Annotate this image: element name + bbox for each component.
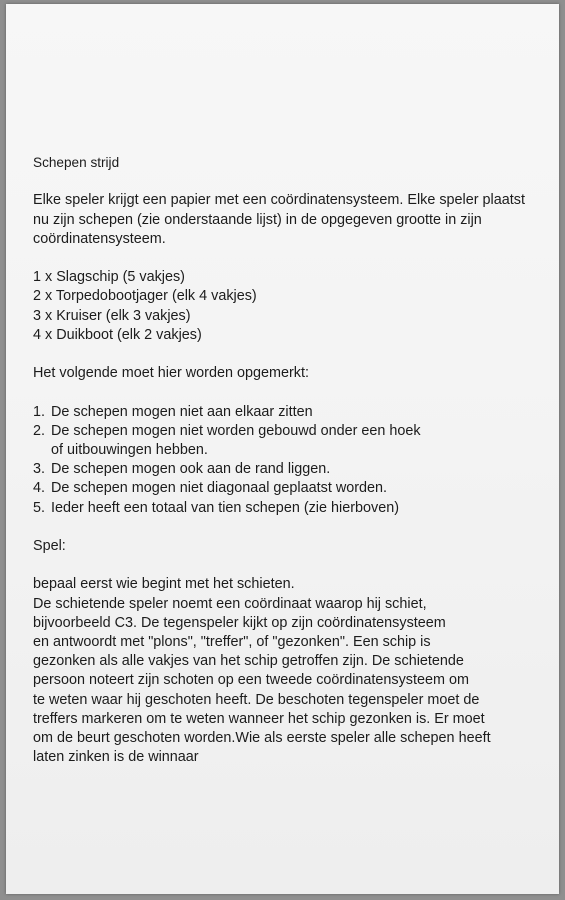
rule-item <box>33 422 548 460</box>
ship-item: 1 x Slagschip (5 vakjes) <box>33 269 185 286</box>
ship-item: 2 x Torpedobootjager (elk 4 vakjes) <box>33 288 257 305</box>
rule-item <box>33 479 548 498</box>
ship-list <box>33 268 548 345</box>
game-line: bepaal eerst wie begint met het schieten. <box>33 576 295 593</box>
rule-text: De schepen mogen niet aan elkaar zitten <box>51 403 313 420</box>
rule-item <box>33 460 548 479</box>
game-line: om de beurt geschoten worden.Wie als eerste speler alle schepen heeft <box>33 730 491 746</box>
rule-number: 3. <box>33 461 46 478</box>
rule-text: De schepen mogen niet worden gebouwd onder een hoek <box>51 422 421 439</box>
intro-line: nu zijn schepen (zie onderstaande lijst) in de opgegeven grootte in zijn <box>33 211 482 228</box>
rules-list <box>33 403 548 518</box>
rule-number: 2. <box>33 422 46 439</box>
rule-number: 4. <box>33 480 46 497</box>
intro-paragraph <box>33 191 548 249</box>
game-paragraph <box>33 575 548 767</box>
rule-number: 1. <box>33 403 46 420</box>
document-title: Schepen strijd <box>33 155 120 170</box>
rule-text: Ieder heeft een totaal van tien schepen (zie hierboven) <box>51 499 400 516</box>
game-heading: Spel: <box>33 537 66 554</box>
intro-line: coördinatensysteem. <box>33 230 166 247</box>
ship-item: 3 x Kruiser (elk 3 vakjes) <box>33 307 191 324</box>
ship-item: 4 x Duikboot (elk 2 vakjes) <box>33 326 202 343</box>
game-line: en antwoordt met "plons", "treffer", of "gezonken". Een schip is <box>33 633 431 650</box>
rules-heading: Het volgende moet hier worden opgemerkt: <box>33 365 309 382</box>
rule-text: De schepen mogen ook aan de rand liggen. <box>51 461 331 478</box>
rule-item <box>33 403 548 422</box>
game-line: treffers markeren om te weten wanneer het schip gezonken is. Er moet <box>33 710 485 727</box>
rule-text: De schepen mogen niet diagonaal geplaatst worden. <box>51 480 388 497</box>
game-line: laten zinken is de winnaar <box>33 749 199 766</box>
game-line: gezonken als alle vakjes van het schip getroffen zijn. De schietende <box>33 653 464 670</box>
rule-text: of uitbouwingen hebben. <box>51 441 208 458</box>
intro-line: Elke speler krijgt een papier met een coördinatensysteem. Elke speler plaatst <box>33 192 525 209</box>
rule-number: 5. <box>33 499 46 516</box>
paper-sheet <box>6 4 559 894</box>
rule-item <box>33 499 548 518</box>
game-line: De schietende speler noemt een coördinaat waarop hij schiet, <box>33 595 427 612</box>
game-line: te weten waar hij geschoten heeft. De beschoten tegenspeler moet de <box>33 691 480 708</box>
document-body <box>33 153 548 767</box>
game-line: persoon noteert zijn schoten op een tweede coördinatensysteem om <box>33 672 469 689</box>
game-line: bijvoorbeeld C3. De tegenspeler kijkt op zijn coördinatensysteem <box>33 614 446 631</box>
